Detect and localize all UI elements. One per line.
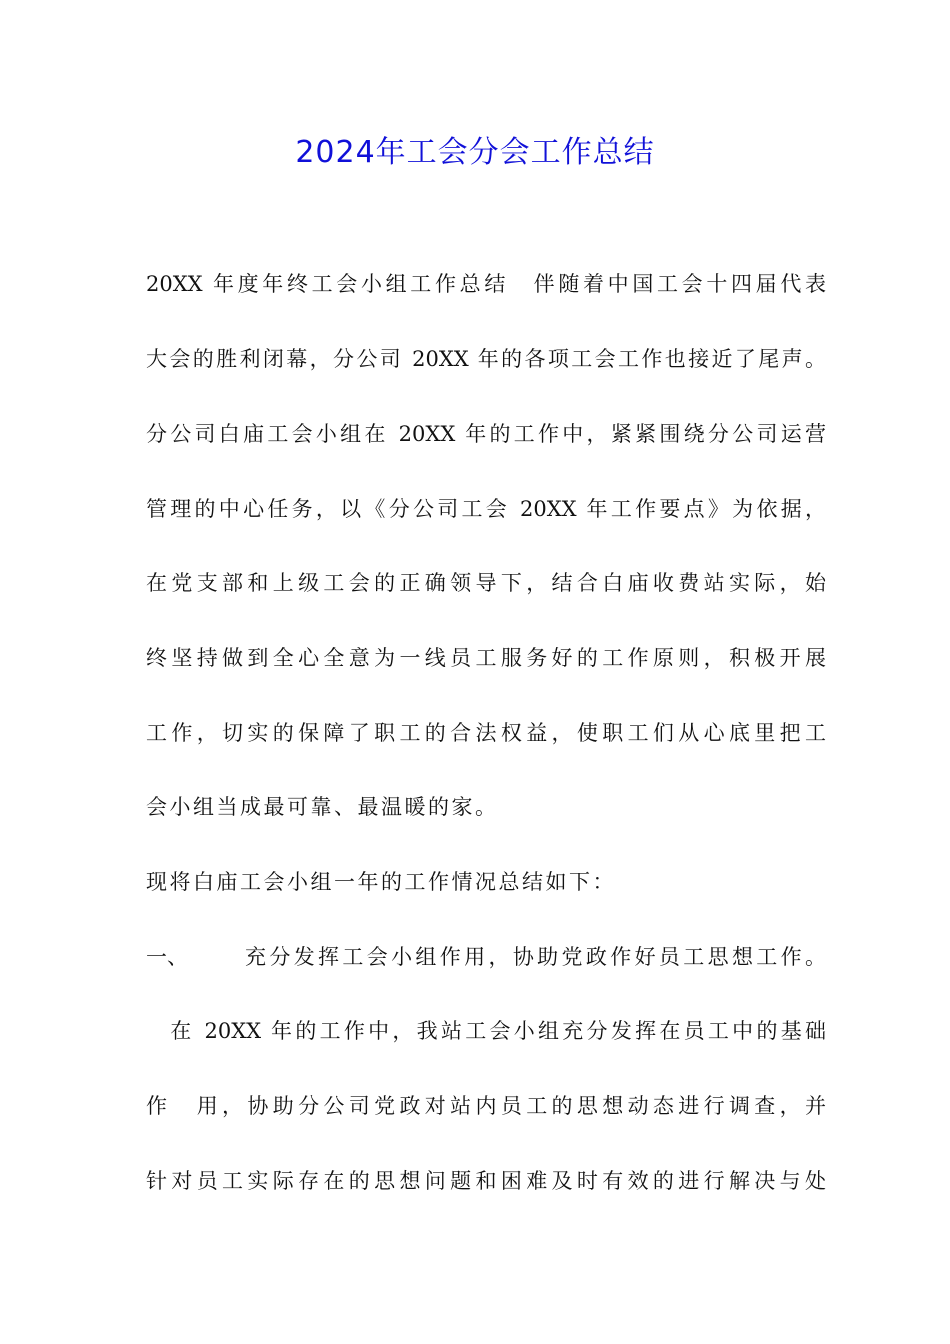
paragraph-line: 工作，切实的保障了职工的合法权益，使职工们从心底里把工 [146,721,826,745]
paragraph-line: 会小组当成最可靠、最温暖的家。 [146,795,499,819]
section-heading: 充分发挥工会小组作用，协助党政作好员工思想工作。 [245,945,826,969]
document-title: 2024年工会分会工作总结 [295,135,655,170]
section-number: 一、 [146,945,188,969]
paragraph-line: 现将白庙工会小组一年的工作情况总结如下： [146,870,616,894]
paragraph-line: 在党支部和上级工会的正确领导下，结合白庙收费站实际，始 [146,571,826,595]
paragraph-line: 大会的胜利闭幕，分公司 20XX 年的各项工会工作也接近了尾声。 [146,347,826,371]
paragraph-line: 作 用，协助分公司党政对站内员工的思想动态进行调查，并 [146,1094,826,1118]
paragraph-line: 20XX 年度年终工会小组工作总结 伴随着中国工会十四届代表 [146,272,826,296]
paragraph-line: 分公司白庙工会小组在 20XX 年的工作中，紧紧围绕分公司运营 [146,422,826,446]
paragraph-line: 在 20XX 年的工作中，我站工会小组充分发挥在员工中的基础 [146,1019,826,1043]
paragraph-line: 终坚持做到全心全意为一线员工服务好的工作原则，积极开展 [146,646,826,670]
paragraph-line: 针对员工实际存在的思想问题和困难及时有效的进行解决与处 [146,1169,826,1193]
paragraph-line: 管理的中心任务，以《分公司工会 20XX 年工作要点》为依据， [146,497,826,521]
